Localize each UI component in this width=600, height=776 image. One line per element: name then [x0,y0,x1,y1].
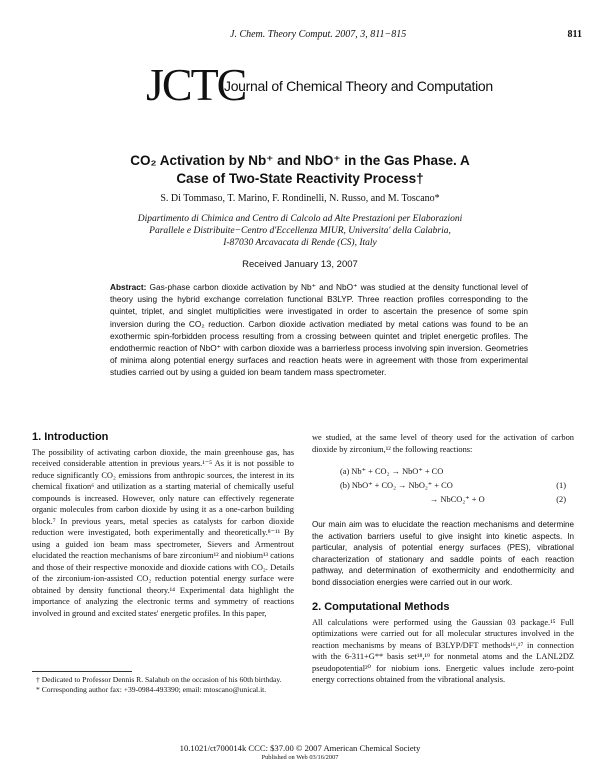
affiliation-line-2: Parallele e Distribuite−Centro d'Eccellenza MIUR, Universita' della Calabria, [149,226,451,236]
methods-heading: 2. Computational Methods [312,601,450,613]
abstract-label: Abstract: [110,282,147,292]
author-list: S. Di Tommaso, T. Marino, F. Rondinelli, N. Russo, and M. Toscano* [160,193,440,204]
running-header-citation: J. Chem. Theory Comput. 2007, 3, 811−815 [230,29,407,40]
abstract-text: Gas-phase carbon dioxide activation by Nb⁺ and NbO⁺ was studied at the density functional level of theory using the hybrid exchange correlation functional B3LYP. Three reaction profiles corresponding to the quintet, triplet, and singlet multiplicities were investigated in order to ascertain the presence of some spin inversion during the CO₂ reduction. Carbon dioxide activation mediated by metal cations was found to be an exothermic spin-forbidden process resulting from a crossing between quintet and triplet energetic profiles. The endothermic reaction of NbO⁺ with carbon dioxide was a barrierless process involving spin inversion. Geometries of minima along potential energy surfaces and reaction heats were in agreement with those from experimental studies carried out by using a guided ion beam tandem mass spectrometer. [110,282,528,378]
left-column [32,432,294,619]
footnote-corresponding: * Corresponding author fax: +39-0984-493390; email: mtoscano@unical.it. [36,685,267,694]
reaction-equations [312,465,574,507]
title-line-2: Case of Two-State Reactivity Process† [176,171,424,186]
footer-doi: 10.1021/ct700014k CCC: $37.00 © 2007 American Chemical Society [179,743,421,753]
journal-logo [146,59,493,110]
logo-acronym: JCTC [146,59,246,110]
abstract [110,281,528,379]
intro-paragraph: The possibility of activating carbon dioxide, the main greenhouse gas, has received considerable attention in previous years.¹⁻⁵ As it is not possible to reduce significantly CO₂ emissions from anthropic sources, the interest in its chemical fixation⁶ and utilization as a starting material of chemically useful compounds is increased. However, only nature can effectively regenerate organic molecules from carbon dioxide by using it as a one-carbon building block.⁷ In previous years, metal species as catalysts for carbon dioxide reduction were investigated, both experimentally and theoretically.⁸⁻¹¹ By using a guided ion beam mass spectrometer, Sievers and Armentrout elucidated the reaction mechanisms of bare zirconium¹² and niobium¹³ cations and those of their respective monoxide and dioxide cations with CO₂. Details of the zirconium-ion-assisted CO₂ reduction potential energy surface were obtained by density functional theory.¹⁴ Experimental data highlight the importance of analyzing the electronic terms and symmetry of reactions involved in ground and excited states' energetic profiles. In this paper, [32,447,294,618]
intro-continuation: we studied, at the same level of theory used for the activation of carbon dioxide by zirconium,¹² the following reactions: [312,433,574,454]
equation-2-text: → NbCO₂⁺ + O [430,495,485,504]
affiliation-line-3: I-87030 Arcavacata di Rende (CS), Italy [223,238,377,248]
equation-2-number: (2) [556,495,566,504]
article-title [20,152,580,188]
footnotes [32,675,294,695]
received-date: Received January 13, 2007 [242,259,358,270]
affiliation [40,213,560,249]
affiliation-line-1: Dipartimento di Chimica and Centro di Calcolo ad Alte Prestazioni per Elaborazioni [137,214,463,224]
footnote-dedication: † Dedicated to Professor Dennis R. Salahub on the occasion of his 60th birthday. [36,675,282,684]
equation-1-text: (b) NbO⁺ + CO₂ → NbO₂⁺ + CO [340,481,453,490]
footnote-divider [32,671,132,672]
equation-1 [312,479,574,493]
equation-a-text: (a) Nb⁺ + CO₂ → NbO⁺ + CO [340,467,444,476]
footer-published: Published on Web 03/16/2007 [261,754,339,761]
title-line-1: CO₂ Activation by Nb⁺ and NbO⁺ in the Gas Phase. A [130,153,470,168]
aim-paragraph: Our main aim was to elucidate the reaction mechanisms and determine the activation barriers useful to give insight into kinetic aspects. In particular, analysis of potential energy surfaces (PES), vibrational characterization of stationary and saddle points of each reaction pathway, and determination of exothermicity and endothermicity and bond dissociation energies were carried out in our work. [312,520,574,587]
right-column [312,432,574,686]
intro-heading: 1. Introduction [32,431,109,443]
equation-a [312,465,574,479]
equation-2 [312,493,574,507]
methods-paragraph: All calculations were performed using the Gaussian 03 package.¹⁵ Full optimizations were carried out for all molecular structures involved in the reaction mechanisms by means of B3LYP/DFT methods¹⁶,¹⁷ in connection with the 6-311+G** basis set¹⁸,¹⁹ for nonmetal atoms and the LANL2DZ pseudopotential²⁰ for niobium ions. Energetic values include zero-point energy corrections obtained from the vibrational analysis. [312,617,574,684]
logo-journal-name: Journal of Chemical Theory and Computation [224,78,493,94]
page-number: 811 [567,29,582,40]
equation-1-number: (1) [556,481,566,490]
